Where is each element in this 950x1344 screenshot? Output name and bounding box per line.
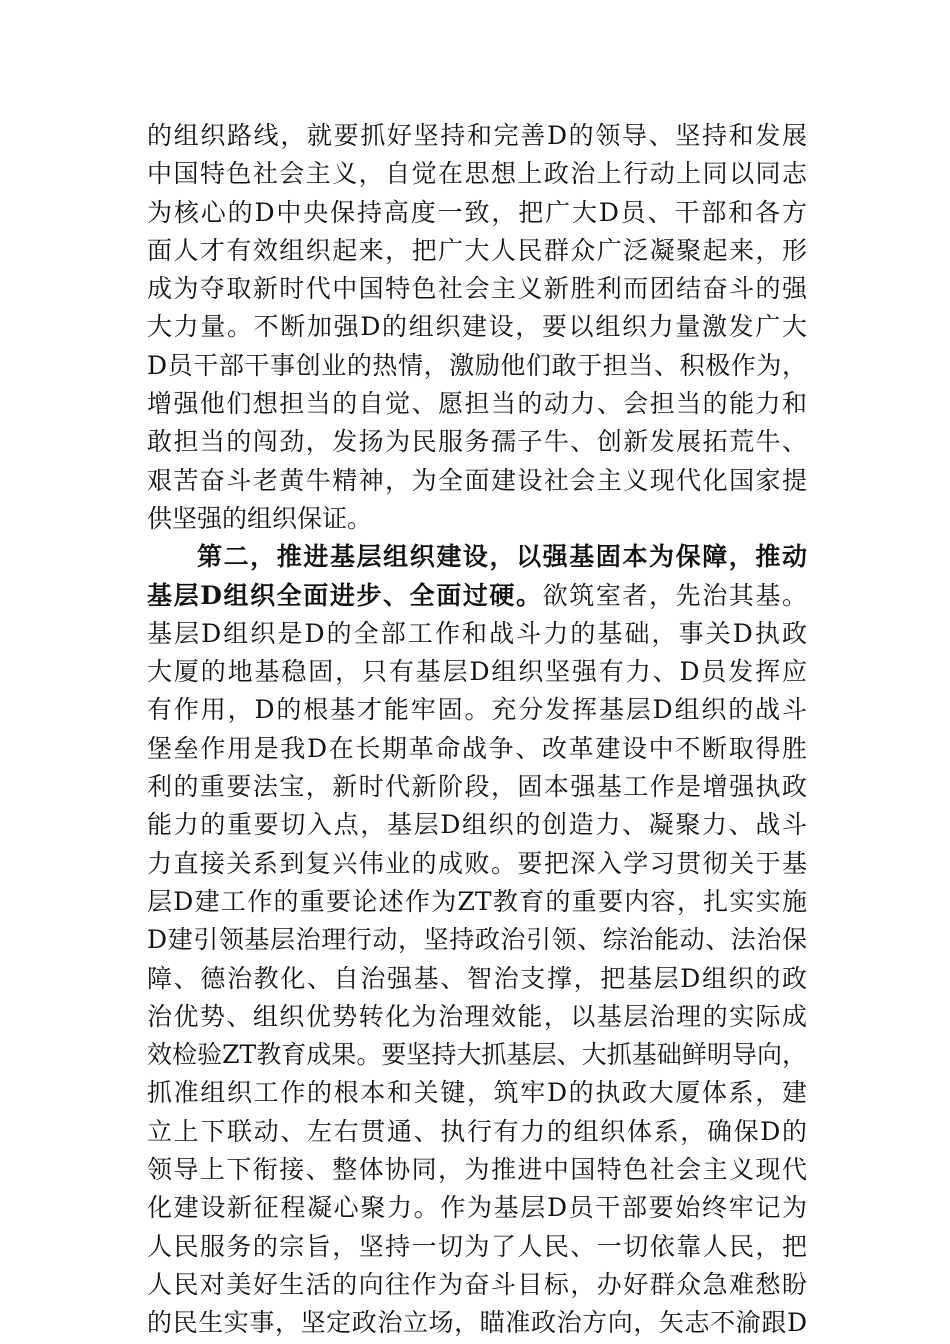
text-line: 领导上下衔接、整体协同，为推进中国特色社会主义现代 <box>147 1155 807 1185</box>
text-line: 为核心的D中央保持高度一致，把广大D员、干部和各方 <box>147 197 807 227</box>
text-line: 堡垒作用是我D在长期革命战争、改革建设中不断取得胜 <box>147 733 807 763</box>
text-line: 成为夺取新时代中国特色社会主义新胜利而团结奋斗的强 <box>147 274 807 304</box>
text-line: 层D建工作的重要论述作为ZT教育的重要内容，扎实实施 <box>147 886 807 916</box>
text-line: 化建设新征程凝心聚力。作为基层D员干部要始终牢记为 <box>147 1193 807 1223</box>
section-heading-rest: 欲筑室者，先治其基。 <box>542 580 807 610</box>
text-line: 利的重要法宝，新时代新阶段，固本强基工作是增强执政 <box>147 772 807 802</box>
text-line: 增强他们想担当的自觉、愿担当的动力、会担当的能力和 <box>147 389 807 419</box>
text-line: 立上下联动、左右贯通、执行有力的组织体系，确保D的 <box>147 1116 807 1146</box>
text-line: 面人才有效组织起来，把广大人民群众广泛凝聚起来，形 <box>147 235 807 265</box>
section-heading-line <box>147 577 807 615</box>
section-heading-bold: 基层D组织全面进步、全面过硬。 <box>147 580 543 610</box>
paragraph-2 <box>147 538 807 1342</box>
text-line: 障、德治教化、自治强基、智治支撑，把基层D组织的政 <box>147 963 807 993</box>
document-body <box>147 117 807 1343</box>
text-line: D员干部干事创业的热情，激励他们敢于担当、积极作为， <box>147 350 807 380</box>
text-line: 能力的重要切入点，基层D组织的创造力、凝聚力、战斗 <box>147 810 807 840</box>
text-line: 人民服务的宗旨，坚持一切为了人民、一切依靠人民，把 <box>147 1231 807 1261</box>
text-line: 中国特色社会主义，自觉在思想上政治上行动上同以同志 <box>147 159 807 189</box>
text-line: D建引领基层治理行动，坚持政治引领、综治能动、法治保 <box>147 925 807 955</box>
text-line: 人民对美好生活的向往作为奋斗目标，办好群众急难愁盼 <box>147 1269 807 1299</box>
text-line: 治优势、组织优势转化为治理效能，以基层治理的实际成 <box>147 1001 807 1031</box>
text-line: 大力量。不断加强D的组织建设，要以组织力量激发广大 <box>147 312 807 342</box>
text-line: 基层D组织是D的全部工作和战斗力的基础，事关D执政 <box>147 618 807 648</box>
text-line: 抓准组织工作的根本和关键，筑牢D的执政大厦体系，建 <box>147 1078 807 1108</box>
text-line: 有作用，D的根基才能牢固。充分发挥基层D组织的战斗 <box>147 695 807 725</box>
text-line: 艰苦奋斗老黄牛精神，为全面建设社会主义现代化国家提 <box>147 465 807 495</box>
text-line: 的民生实事，坚定政治立场，瞄准政治方向，矢志不渝跟D <box>147 1308 807 1338</box>
text-line: 的组织路线，就要抓好坚持和完善D的领导、坚持和发展 <box>147 121 807 150</box>
text-line: 敢担当的闯劲，发扬为民服务孺子牛、创新发展拓荒牛、 <box>147 427 807 457</box>
text-line: 大厦的地基稳固，只有基层D组织坚强有力、D员发挥应 <box>147 657 807 687</box>
paragraph-1 <box>147 117 807 538</box>
text-line: 供坚强的组织保证。 <box>147 503 373 533</box>
section-heading-line: 第二，推进基层组织建设，以强基固本为保障，推动 <box>197 542 807 572</box>
text-line: 力直接关系到复兴伟业的成败。要把深入学习贯彻关于基 <box>147 848 807 878</box>
text-line: 效检验ZT教育成果。要坚持大抓基层、大抓基础鲜明导向， <box>147 1040 807 1070</box>
